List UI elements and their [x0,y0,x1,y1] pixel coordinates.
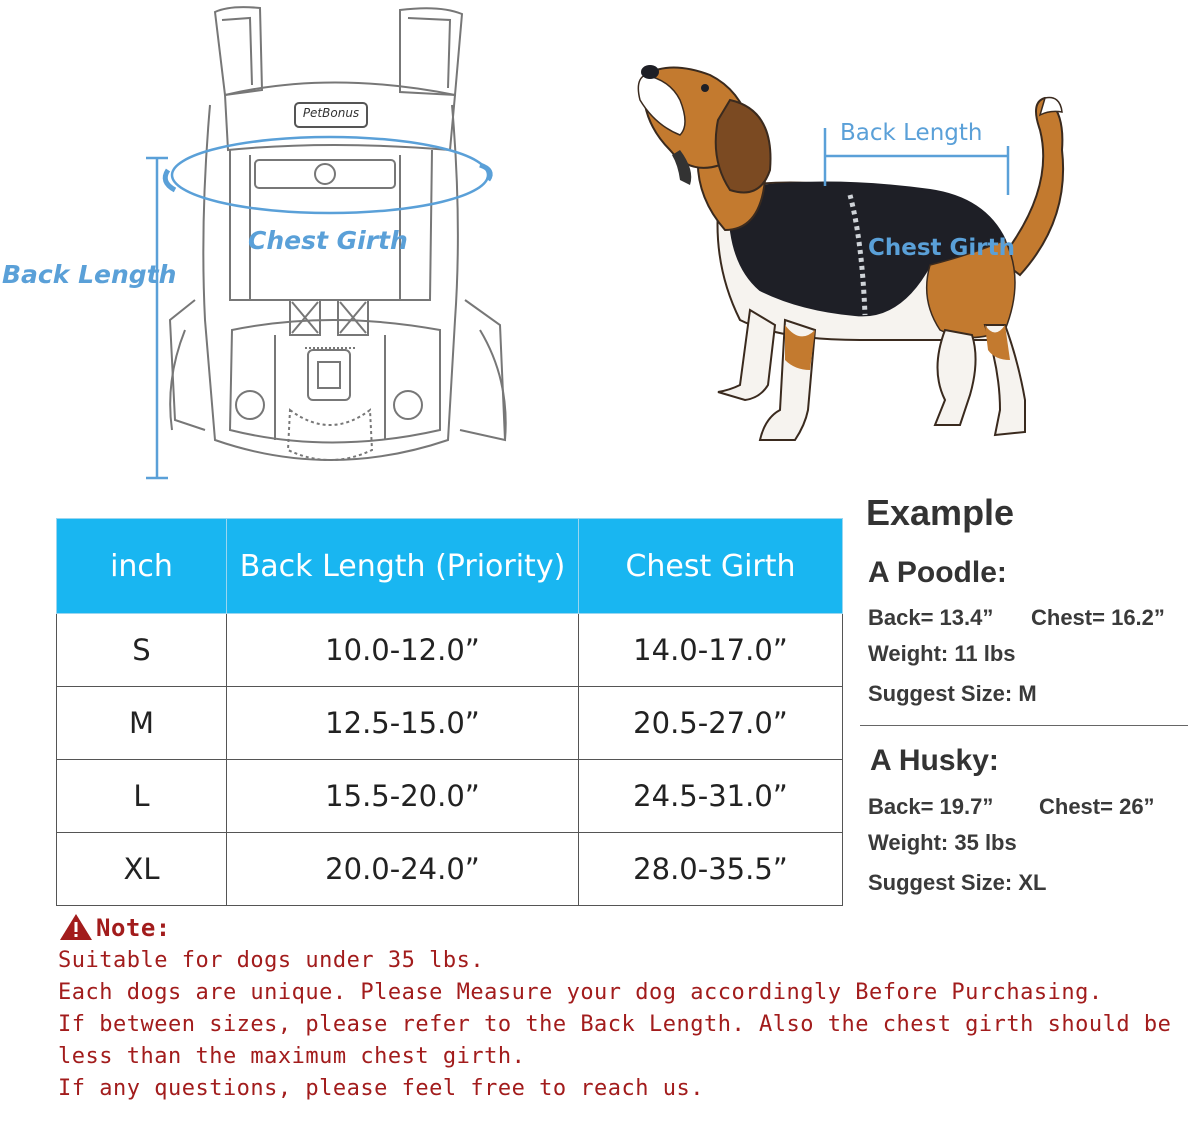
chest-cell: 14.0-17.0” [579,614,843,687]
size-cell: M [57,687,227,760]
chest-cell: 28.0-35.5” [579,833,843,906]
dog-chest-girth-label: Chest Girth [868,235,1016,261]
header-back-length: Back Length (Priority) [227,519,579,614]
size-cell: L [57,760,227,833]
example-title: Example [866,492,1015,533]
poodle-chest: Chest= 16.2” [1031,605,1165,630]
size-table [56,518,843,906]
chest-cell: 20.5-27.0” [579,687,843,760]
note-title: Note: [96,914,171,942]
poodle-weight: Weight: 11 lbs [868,641,1016,666]
back-length-line [146,158,168,478]
back-cell: 20.0-24.0” [227,833,579,906]
husky-chest: Chest= 26” [1039,794,1155,819]
poodle-back: Back= 13.4” [868,605,994,630]
example-divider [860,725,1188,726]
husky-weight: Weight: 35 lbs [868,830,1017,855]
note-line: less than the maximum chest girth. [58,1044,526,1069]
brand-label: PetBonus [302,106,360,120]
arrow-right-icon [480,165,490,180]
poodle-name: A Poodle: [868,556,1007,589]
chest-girth-ellipse [172,137,488,213]
table-row [57,687,843,760]
dog-illustration [600,40,1160,460]
note-line: If between sizes, please refer to the Back Length. Also the chest girth should be [58,1012,1172,1037]
back-cell: 10.0-12.0” [227,614,579,687]
table-row [57,833,843,906]
table-row [57,614,843,687]
table-row [57,760,843,833]
back-length-label: Back Length [2,260,177,289]
husky-back: Back= 19.7” [868,794,994,819]
back-cell: 15.5-20.0” [227,760,579,833]
note-line: Suitable for dogs under 35 lbs. [58,948,485,973]
header-chest-girth: Chest Girth [579,519,843,614]
warning-icon [58,912,94,942]
chest-cell: 24.5-31.0” [579,760,843,833]
note-line: Each dogs are unique. Please Measure your dog accordingly Before Purchasing. [58,980,1103,1005]
chest-girth-label: Chest Girth [248,226,408,255]
backpack-diagram [0,0,560,500]
header-inch: inch [57,519,227,614]
size-cell: S [57,614,227,687]
dog-back-length-label: Back Length [840,120,983,146]
table-header-row [57,519,843,614]
husky-name: A Husky: [870,744,999,777]
note-line: If any questions, please feel free to reach us. [58,1076,705,1101]
poodle-suggest: Suggest Size: M [868,681,1037,706]
back-cell: 12.5-15.0” [227,687,579,760]
husky-suggest: Suggest Size: XL [868,870,1047,895]
size-cell: XL [57,833,227,906]
